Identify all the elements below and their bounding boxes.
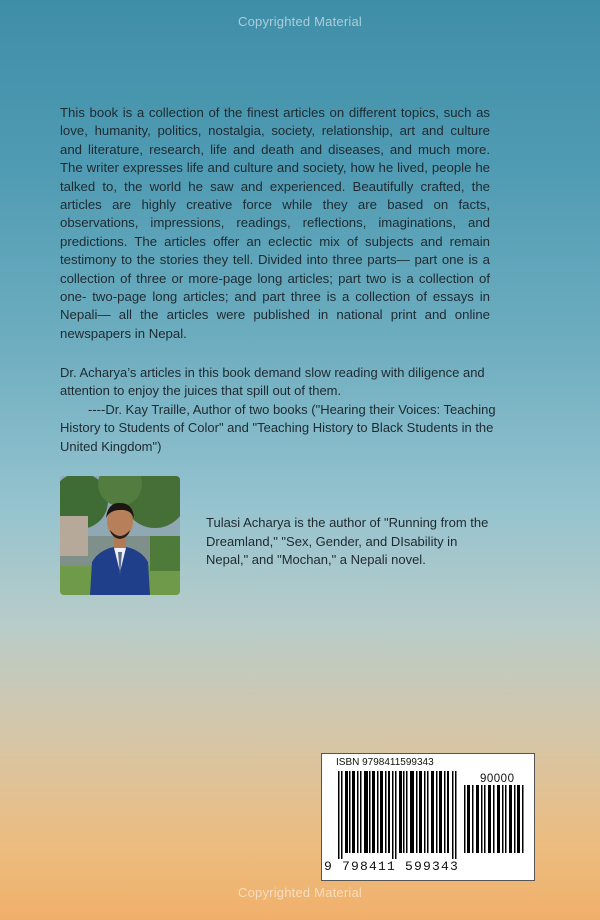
isbn-digits: 9 798411 599343 — [324, 859, 460, 874]
review-quote — [60, 364, 500, 456]
review-attribution: ----Dr. Kay Traille, Author of two books ("Hearing their Voices: Teaching History to Students of Color" and "Teaching History to Black Students in the United Kingdom") — [60, 401, 496, 454]
author-portrait-image — [60, 476, 180, 595]
author-bio: Tulasi Acharya is the author of "Running from the Dreamland," "Sex, Gender, and DIsability in Nepal," and "Mochan," a Nepali novel. — [206, 515, 489, 568]
copyright-watermark-bottom: Copyrighted Material — [238, 885, 362, 900]
copyright-watermark-top: Copyrighted Material — [238, 14, 362, 29]
barcode-bars — [336, 771, 460, 859]
review-quote-text: Dr. Acharya’s articles in this book demand slow reading with diligence and attention to enjoy the juices that spill out of them. — [60, 365, 485, 399]
isbn-barcode — [321, 753, 535, 881]
price-code: 90000 — [480, 773, 515, 785]
price-addon-bars — [463, 785, 527, 853]
book-blurb: This book is a collection of the finest articles on different topics, such as love, humanity, politics, nostalgia, society, relationship, art and culture and literature, research, life and death and diseases, and much more. The writer expresses life and culture and society, how he lived, people he talked to, the world he saw and experienced. Beautifully crafted, the articles are highly creative force while they are based on facts, observations, impressions, readings, reflections, imaginations, and predictions. The articles offer an eclectic mix of subjects and remain testimony to the stories they tell. Divided into three parts— part one is a collection of three or more-page long articles; part two is a collection of one- two-page long articles; and part three is a collection of essays in Nepali— all the articles were published in national print and online newspapers in Nepal. — [60, 105, 490, 341]
isbn-label: ISBN 9798411599343 — [336, 757, 434, 768]
author-photo — [60, 476, 180, 595]
